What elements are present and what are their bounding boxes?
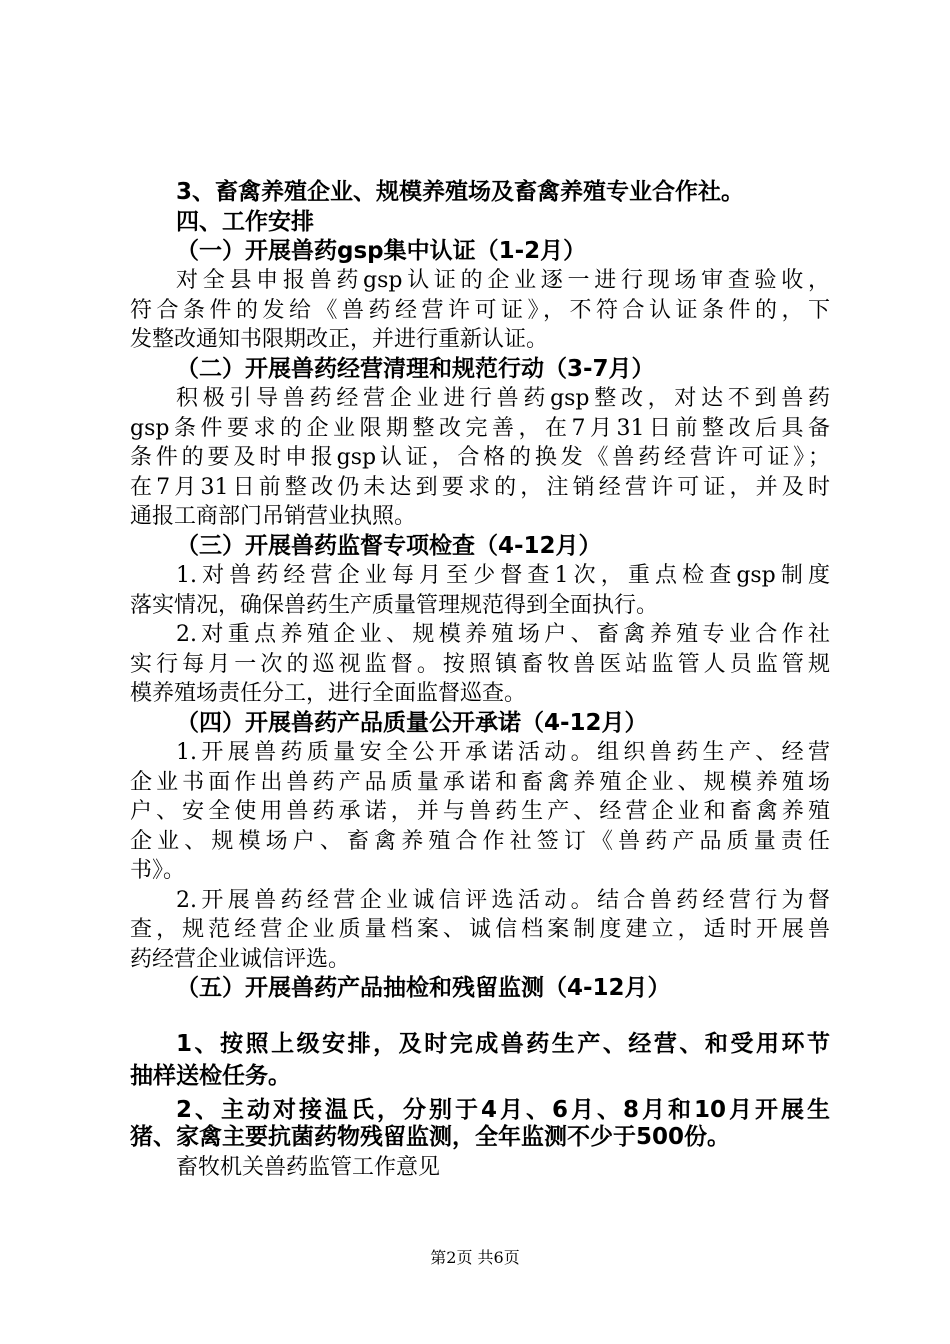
subsection-heading: （一）开展兽药gsp集中认证（1-2月）: [176, 238, 587, 264]
paragraph-line: 2、主动对接温氏，分别于4月、6月、8月和10月开展生: [176, 1097, 830, 1123]
paragraph-line: 2.对重点养殖企业、规模养殖场户、畜禽养殖专业合作社: [176, 622, 830, 647]
paragraph-line: 1、按照上级安排，及时完成兽药生产、经营、和受用环节: [176, 1031, 830, 1057]
document-title-note: 畜牧机关兽药监管工作意见: [176, 1155, 441, 1180]
paragraph-line: 发整改通知书限期改正，并进行重新认证。: [130, 327, 549, 352]
paragraph-line: 在7月31日前整改仍未达到要求的，注销经营许可证，并及时: [130, 475, 830, 500]
paragraph-line: 积极引导兽药经营企业进行兽药gsp整改，对达不到兽药: [176, 386, 830, 411]
paragraph-line: 通报工商部门吊销营业执照。: [130, 504, 417, 529]
paragraph-line: 企业、规模场户、畜禽养殖合作社签订《兽药产品质量责任: [130, 829, 830, 854]
paragraph-line: 3、畜禽养殖企业、规模养殖场及畜禽养殖专业合作社。: [176, 179, 745, 205]
paragraph-line: 书》。: [130, 858, 186, 883]
paragraph-line: 1.开展兽药质量安全公开承诺活动。组织兽药生产、经营: [176, 740, 830, 765]
paragraph-line: 落实情况，确保兽药生产质量管理规范得到全面执行。: [130, 593, 659, 618]
page-number: 第2页 共6页: [430, 1248, 520, 1267]
paragraph-line: 实行每月一次的巡视监督。按照镇畜牧兽医站监管人员监管规: [130, 652, 830, 677]
paragraph-line: 2.开展兽药经营企业诚信评选活动。结合兽药经营行为督: [176, 888, 830, 913]
subsection-heading: （五）开展兽药产品抽检和残留监测（4-12月）: [176, 975, 671, 1001]
subsection-heading: （四）开展兽药产品质量公开承诺（4-12月）: [176, 710, 648, 736]
paragraph-line: 猪、家禽主要抗菌药物残留监测，全年监测不少于500份。: [130, 1124, 731, 1150]
paragraph-line: 查，规范经营企业质量档案、诚信档案制度建立，适时开展兽: [130, 917, 830, 942]
paragraph-line: 1.对兽药经营企业每月至少督查1次，重点检查gsp制度: [176, 563, 830, 588]
subsection-heading: （二）开展兽药经营清理和规范行动（3-7月）: [176, 356, 655, 382]
paragraph-line: 模养殖场责任分工，进行全面监督巡查。: [130, 681, 527, 706]
paragraph-line: gsp条件要求的企业限期整改完善，在7月31日前整改后具备: [130, 416, 830, 441]
paragraph-line: 户、安全使用兽药承诺，并与兽药生产、经营企业和畜禽养殖: [130, 799, 830, 824]
subsection-heading: （三）开展兽药监督专项检查（4-12月）: [176, 533, 602, 559]
paragraph-line: 对全县申报兽药gsp认证的企业逐一进行现场审查验收，: [176, 268, 830, 293]
paragraph-line: 符合条件的发给《兽药经营许可证》，不符合认证条件的，下: [130, 298, 830, 323]
paragraph-line: 抽样送检任务。: [130, 1063, 291, 1089]
section-heading: 四、工作安排: [176, 209, 314, 235]
paragraph-line: 企业书面作出兽药产品质量承诺和畜禽养殖企业、规模养殖场: [130, 770, 830, 795]
paragraph-line: 药经营企业诚信评选。: [130, 947, 351, 972]
paragraph-line: 条件的要及时申报gsp认证，合格的换发《兽药经营许可证》；: [130, 445, 830, 470]
